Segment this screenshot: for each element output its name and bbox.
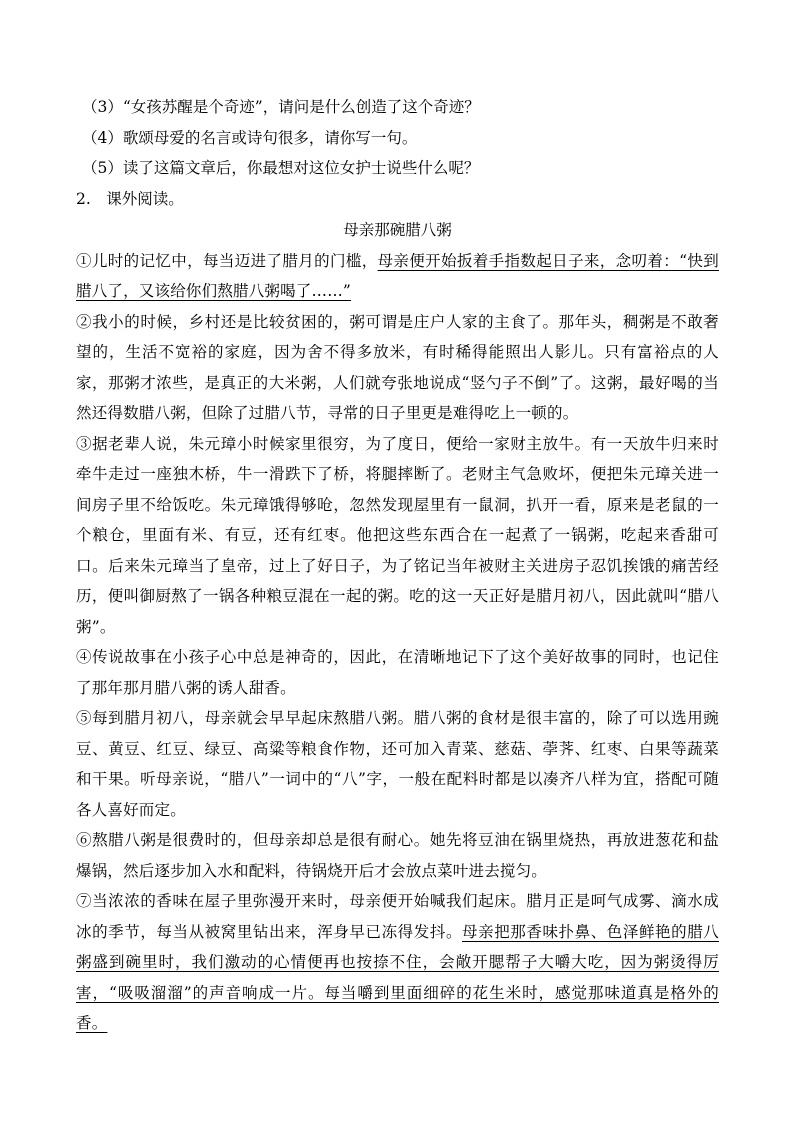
document-page xyxy=(76,92,719,1039)
question-3: （3）“女孩苏醒是个奇迹”，请问是什么创造了这个奇迹？ xyxy=(82,98,480,116)
paragraph-1-text: ①儿时的记忆中，每当迈进了腊月的门槛， xyxy=(76,251,378,270)
paragraph-5: ⑤每到腊月初八，母亲就会早早起床熬腊八粥。腊八粥的食材是很丰富的，除了可以选用豌豆、黄豆、红豆、绿豆、高粱等粮食作物，还可加入青菜、慈菇、荸荠、红枣、白果等蔬菜和干果。听母亲说，“腊八”一词中的“八”字，一般在配料时都是以凑齐八样为宜，搭配可随各人喜好而定。 xyxy=(76,709,719,819)
paragraph-7-text: ⑦当浓浓的香味在屋子里弥漫开来时，母亲便开始喊我们起床。腊月正是呵气成雾、滴水成冰的季节，每当从被窝里钻出来，浑身早已冻得发抖。 xyxy=(76,892,719,941)
article-title: 母亲那碗腊八粥 xyxy=(343,221,452,239)
paragraph-6: ⑥熬腊八粥是很费时的，但母亲却总是很有耐心。她先将豆油在锅里烧热，再放进葱花和盐爆锅，然后逐步加入水和配料，待锅烧开后才会放点菜叶进去搅匀。 xyxy=(76,831,719,880)
paragraph-7 xyxy=(76,886,719,1039)
paragraph-4: ④传说故事在小孩子心中总是神奇的，因此，在清晰地记下了这个美好故事的同时，也记住了那年那月腊八粥的诱人甜香。 xyxy=(76,648,719,697)
paragraph-3: ③据老辈人说，朱元璋小时候家里很穷，为了度日，便给一家财主放牛。有一天放牛归来时牵牛走过一座独木桥，牛一滑跌下了桥，将腿摔断了。老财主气急败坏，便把朱元璋关进一间房子里不给饭吃。朱元璋饿得够呛，忽然发现屋里有一鼠洞，扒开一看，原来是老鼠的一个粮仓，里面有米、有豆，还有红枣。他把这些东西合在一起煮了一锅粥，吃起来香甜可口。后来朱元璋当了皇帝，过上了好日子，为了铭记当年被财主关进房子忍饥挨饿的痛苦经历，便叫御厨熬了一锅各种粮豆混在一起的粥。吃的这一天正好是腊月初八，因此就叫“腊八粥”。 xyxy=(76,434,719,636)
paragraph-2: ②我小的时候，乡村还是比较贫困的，粥可谓是庄户人家的主食了。那年头，稠粥是不敢奢望的，生活不宽裕的家庭，因为舍不得多放米，有时稀得能照出人影儿。只有富裕点的人家，那粥才浓些，是真正的大米粥，人们就夸张地说成“竖勺子不倒”了。这粥，最好喝的当然还得数腊八粥，但除了过腊八节，寻常的日子里更是难得吃上一顿的。 xyxy=(76,312,719,422)
paragraph-1-underlined: 母亲便开始扳着手指数起日子来，念叨着：“快到腊八了，又该给你们熬腊八粥喝了……” xyxy=(76,251,719,300)
paragraph-1 xyxy=(76,246,719,307)
question-5: （5）读了这篇文章后，你最想对这位女护士说些什么呢？ xyxy=(82,159,480,177)
question-4: （4）歌颂母爱的名言或诗句很多，请你写一句。 xyxy=(82,128,418,147)
paragraph-7-underlined: 母亲把那香味扑鼻、色泽鲜艳的腊八粥盛到碗里时，我们激动的心情便再也按捺不住，会敞开腮帮子大嚼大吃，因为粥烫得厉害，“吸吸溜溜”的声音响成一片。每当嚼到里面细碎的花生米时，感觉那味道真是格外的香。 xyxy=(76,922,719,1032)
section-label: 2. 课外阅读。 xyxy=(76,189,184,208)
